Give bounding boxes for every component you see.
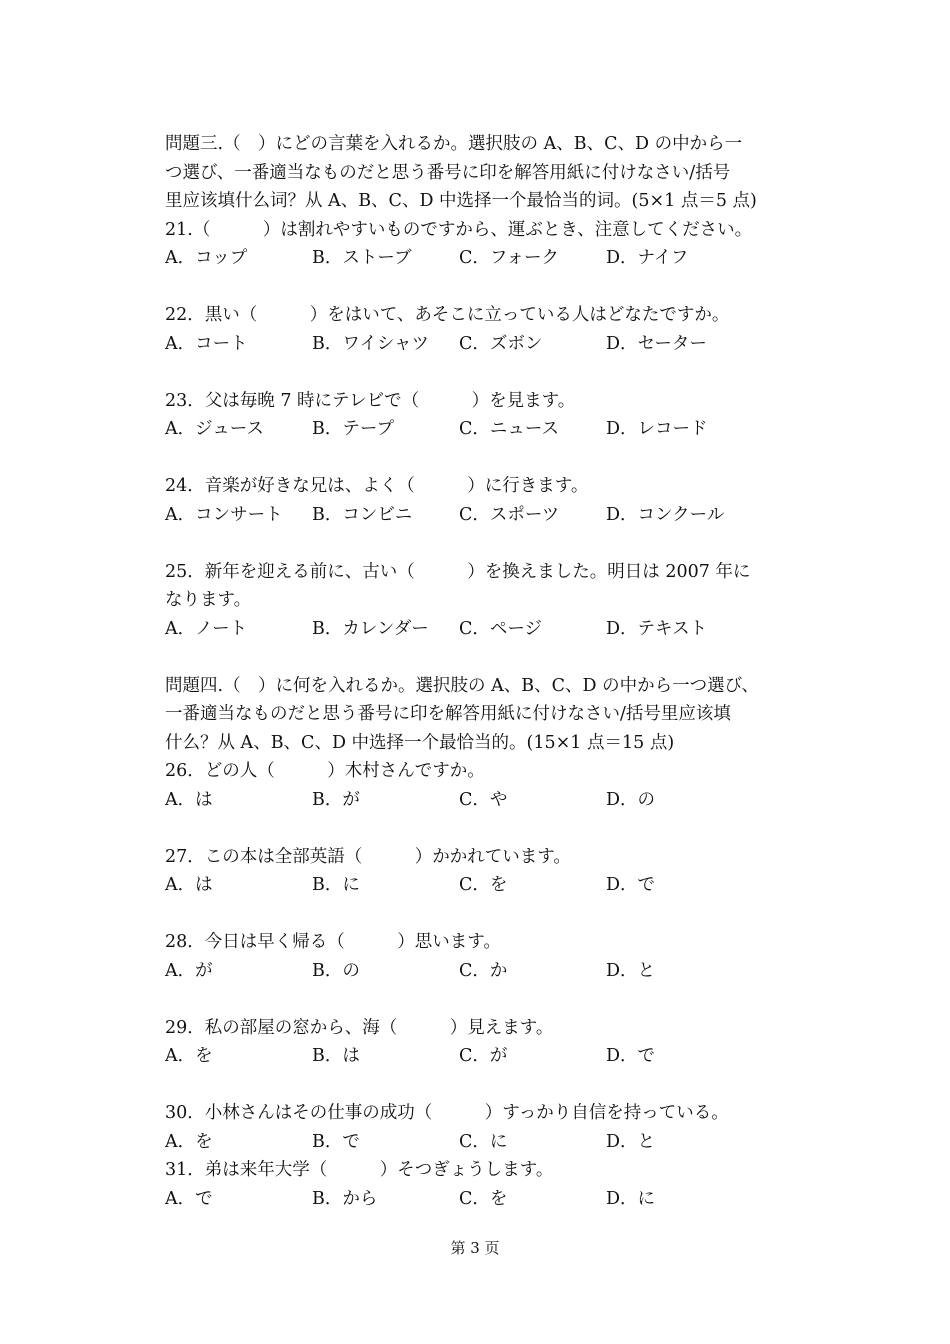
- section-3-instruction-line: 問題三.（ ）にどの言葉を入れるか。選択肢の A、B、C、D の中から一: [165, 134, 743, 154]
- answer-options: [165, 957, 790, 986]
- answer-options: [165, 415, 790, 444]
- question-24: [165, 472, 790, 529]
- page-number: 第 3 页: [450, 1239, 500, 1257]
- option-b[interactable]: B．ワイシャツ: [312, 333, 429, 354]
- option-b[interactable]: B．は: [312, 1046, 360, 1066]
- question-stem: 31．弟は来年大学（ ）そつぎょうします。: [165, 1160, 554, 1180]
- question-25: [165, 558, 790, 644]
- question-stem: 24．音楽が好きな兄は、よく（ ）に行きます。: [165, 476, 589, 496]
- answer-options: [165, 1042, 790, 1071]
- option-c[interactable]: C．を: [459, 1188, 508, 1209]
- option-c[interactable]: C．か: [459, 960, 508, 981]
- option-c[interactable]: C．が: [459, 1046, 508, 1066]
- option-a[interactable]: A．は: [165, 875, 213, 895]
- page-content: [165, 130, 790, 1213]
- question-stem: 26．どの人（ ）木村さんですか。: [165, 761, 485, 781]
- section-4-instruction-line: 什么？从 A、B、C、D 中选择一个最恰当的。(15×1 点＝15 点): [165, 732, 675, 753]
- option-d[interactable]: D．と: [606, 1131, 656, 1152]
- option-c[interactable]: C．や: [459, 789, 508, 810]
- option-c[interactable]: C．を: [459, 875, 508, 895]
- question-26: [165, 757, 790, 814]
- question-22: [165, 301, 790, 358]
- question-27: [165, 843, 790, 900]
- section-4-instruction-line: 問題四.（ ）に何を入れるか。選択肢の A、B、C、D の中から一つ選び、: [165, 675, 759, 696]
- option-c[interactable]: C．ニュース: [459, 419, 560, 439]
- answer-options: [165, 871, 790, 900]
- question-stem: 30．小林さんはその仕事の成功（ ）すっかり自信を持っている。: [165, 1103, 729, 1123]
- option-a[interactable]: A．コンサート: [165, 504, 283, 525]
- option-b[interactable]: B．の: [312, 960, 360, 981]
- option-a[interactable]: A．が: [165, 960, 213, 981]
- option-b[interactable]: B．から: [312, 1188, 378, 1209]
- option-d[interactable]: D．コンクール: [606, 504, 725, 525]
- section-3-instruction-line: 里应该填什么词？从 A、B、C、D 中选择一个最恰当的词。(5×1 点＝5 点): [165, 191, 757, 211]
- option-a[interactable]: A．を: [165, 1131, 213, 1152]
- question-21: [165, 216, 790, 273]
- option-b[interactable]: B．で: [312, 1131, 360, 1152]
- option-a[interactable]: A．は: [165, 789, 213, 810]
- option-d[interactable]: D．で: [606, 875, 656, 895]
- answer-options: [165, 244, 790, 273]
- option-a[interactable]: A．ノート: [165, 618, 248, 639]
- question-stem: 21.（ ）は割れやすいものですから、運ぶとき、注意してください。: [165, 219, 753, 240]
- option-a[interactable]: A．コート: [165, 333, 248, 354]
- section-4: [165, 672, 790, 1214]
- option-b[interactable]: B．ストーブ: [312, 248, 412, 268]
- option-b[interactable]: B．テープ: [312, 419, 394, 439]
- option-d[interactable]: D．と: [606, 960, 656, 981]
- section-4-instruction-line: 一番適当なものだと思う番号に印を解答用紙に付けなさい/括号里应该填: [165, 704, 731, 724]
- option-d[interactable]: D．に: [606, 1188, 656, 1209]
- question-stem: 25．新年を迎える前に、古い（ ）を換えました。明日は 2007 年に: [165, 561, 751, 582]
- option-a[interactable]: A．ジュース: [165, 419, 264, 439]
- question-28: [165, 928, 790, 985]
- question-23: [165, 387, 790, 444]
- answer-options: [165, 1128, 790, 1157]
- question-stem: 29．私の部屋の窓から、海（ ）見えます。: [165, 1017, 554, 1038]
- option-d[interactable]: D．レコード: [606, 419, 708, 439]
- option-a[interactable]: A．を: [165, 1046, 213, 1066]
- question-stem: 23．父は毎晩 7 時にテレビで（ ）を見ます。: [165, 390, 576, 411]
- option-d[interactable]: D．で: [606, 1046, 656, 1066]
- option-c[interactable]: C．ページ: [459, 618, 543, 639]
- answer-options: [165, 501, 790, 530]
- option-c[interactable]: C．スポーツ: [459, 504, 560, 525]
- answer-options: [165, 1185, 790, 1214]
- question-29: [165, 1014, 790, 1071]
- option-d[interactable]: D．の: [606, 789, 656, 810]
- question-31: [165, 1156, 790, 1213]
- option-b[interactable]: B．に: [312, 875, 360, 895]
- question-stem: 27．この本は全部英語（ ）かかれています。: [165, 846, 571, 867]
- option-d[interactable]: D．テキスト: [606, 618, 708, 639]
- option-b[interactable]: B．カレンダー: [312, 618, 429, 639]
- question-stem: 28．今日は早く帰る（ ）思います。: [165, 932, 501, 952]
- option-a[interactable]: A．で: [165, 1188, 213, 1209]
- option-b[interactable]: B．が: [312, 789, 360, 810]
- option-b[interactable]: B．コンビニ: [312, 504, 413, 525]
- answer-options: [165, 330, 790, 359]
- option-c[interactable]: C．ズボン: [459, 333, 543, 354]
- section-3-instruction-line: つ選び、一番適当なものだと思う番号に印を解答用紙に付けなさい/括号: [165, 162, 731, 183]
- question-30: [165, 1099, 790, 1156]
- answer-options: [165, 786, 790, 815]
- question-stem: 22．黒い（ ）をはいて、あそこに立っている人はどなたですか。: [165, 305, 730, 325]
- option-d[interactable]: D．ナイフ: [606, 248, 689, 268]
- option-d[interactable]: D．セーター: [606, 333, 707, 354]
- answer-options: [165, 615, 790, 644]
- question-stem-continued: なります。: [165, 590, 252, 610]
- section-3: [165, 130, 790, 643]
- option-a[interactable]: A．コップ: [165, 248, 248, 268]
- option-c[interactable]: C．フォーク: [459, 248, 560, 268]
- option-c[interactable]: C．に: [459, 1131, 508, 1152]
